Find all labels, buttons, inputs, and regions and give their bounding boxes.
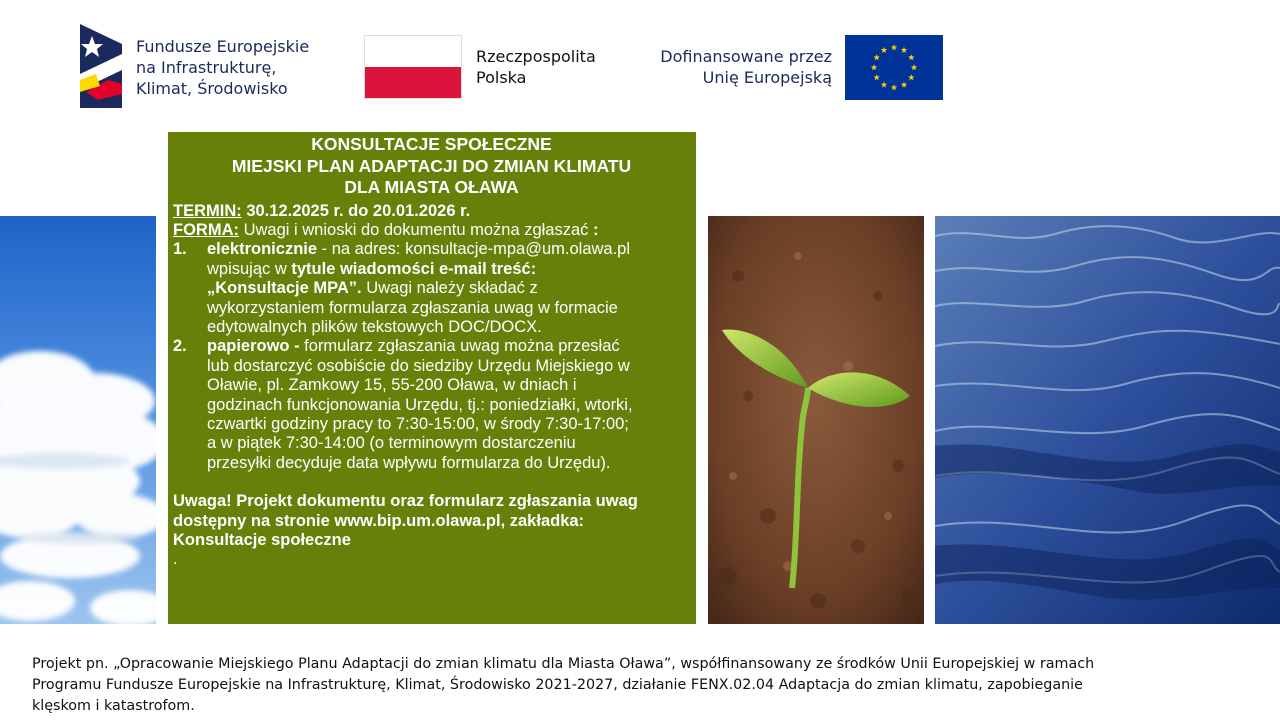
consultation-panel bbox=[168, 132, 696, 624]
term-row bbox=[173, 202, 690, 221]
list-number: 2. bbox=[173, 337, 187, 356]
fe-logo-line: Fundusze Europejskie bbox=[136, 37, 310, 56]
list-item bbox=[173, 337, 690, 473]
poland-flag-icon bbox=[364, 35, 462, 99]
form-label: FORMA: bbox=[173, 220, 239, 239]
form-row bbox=[173, 221, 690, 240]
seedling-soil-image bbox=[708, 216, 924, 624]
list-item bbox=[173, 240, 690, 337]
title-line: KONSULTACJE SPOŁECZNE bbox=[311, 134, 552, 154]
submission-methods-list bbox=[173, 240, 690, 473]
rp-line: Rzeczpospolita bbox=[476, 47, 596, 66]
term-label: TERMIN: bbox=[173, 201, 242, 220]
title-line: DLA MIASTA OŁAWA bbox=[344, 177, 519, 197]
rp-line: Polska bbox=[476, 68, 527, 87]
fe-logo-line: Klimat, Środowisko bbox=[136, 79, 288, 98]
fe-logo-line: na Infrastrukturę, bbox=[136, 58, 277, 77]
item-text: - na adres: konsultacje-mpa@um.olawa.pl bbox=[317, 240, 631, 259]
item-text: edytowalnych plików tekstowych DOC/DOCX. bbox=[207, 317, 542, 336]
eu-cofinancing-label bbox=[646, 46, 832, 88]
item-text: Uwagi należy składać z bbox=[361, 279, 538, 298]
project-footer bbox=[32, 654, 1252, 717]
item-text: przesyłki decyduje data wpływu formularza do Urzędu). bbox=[207, 453, 611, 472]
list-number: 1. bbox=[173, 240, 187, 259]
sky-clouds-image bbox=[0, 216, 156, 624]
note-line: Uwaga! Projekt dokumentu oraz formularz zgłaszania uwag bbox=[173, 492, 638, 511]
email-subject: „Konsultacje MPA”. bbox=[207, 279, 362, 298]
item-text: godzinach funkcjonowania Urzędu, tj.: poniedziałki, wtorki, bbox=[207, 395, 633, 414]
footer-line: Projekt pn. „Opracowanie Miejskiego Planu Adaptacji do zmian klimatu dla Miasta Oława”, współfinansowany ze środków Unii Europejskiej w ramach bbox=[32, 656, 1095, 672]
note-block bbox=[173, 492, 690, 570]
form-text: Uwagi i wnioski do dokumentu można zgłaszać bbox=[238, 220, 593, 239]
eu-line: Unię Europejską bbox=[702, 68, 832, 87]
item-text: wpisując w bbox=[207, 259, 292, 278]
footer-line: Programu Fundusze Europejskie na Infrastrukturę, Klimat, Środowisko 2021-2027, działanie FENX.02.04 Adaptacja do zmian klimatu, zapobieganie bbox=[32, 677, 1083, 693]
item-text: czwartki godziny pracy to 7:30-15:00, w środy 7:30-17:00; bbox=[207, 414, 629, 433]
footer-line: klęskom i katastrofom. bbox=[32, 698, 195, 714]
panel-title bbox=[173, 134, 690, 199]
note-line: Konsultacje społeczne bbox=[173, 531, 351, 549]
rzeczpospolita-label bbox=[476, 46, 596, 88]
item-text: Oławie, pl. Zamkowy 15, 55-200 Oława, w dniach i bbox=[207, 376, 577, 395]
eu-flag-icon bbox=[845, 35, 943, 100]
note-end: . bbox=[173, 550, 178, 569]
fundusze-europejskie-logo bbox=[78, 22, 338, 112]
item-text: formularz zgłaszania uwag można przesłać bbox=[299, 337, 620, 356]
item-bold: tytule wiadomości e-mail treść: bbox=[291, 259, 537, 278]
water-waves-image bbox=[935, 216, 1280, 624]
item-text: wykorzystaniem formularza zgłaszania uwag w formacie bbox=[207, 298, 618, 317]
eu-line: Dofinansowane przez bbox=[660, 47, 832, 66]
method-electronic: elektronicznie bbox=[207, 240, 318, 259]
item-text: a w piątek 7:30-14:00 (o terminowym dostarczeniu bbox=[207, 434, 576, 453]
term-value: 30.12.2025 r. do 20.01.2026 r. bbox=[241, 201, 471, 220]
title-line: MIEJSKI PLAN ADAPTACJI DO ZMIAN KLIMATU bbox=[231, 155, 632, 176]
method-paper: papierowo - bbox=[207, 337, 300, 356]
form-colon: : bbox=[593, 220, 599, 239]
fe-logo-icon bbox=[78, 22, 126, 110]
note-line: dostępny na stronie www.bip.um.olawa.pl, zakładka: bbox=[173, 511, 585, 530]
item-text: lub dostarczyć osobiście do siedziby Urzędu Miejskiego w bbox=[207, 356, 630, 375]
